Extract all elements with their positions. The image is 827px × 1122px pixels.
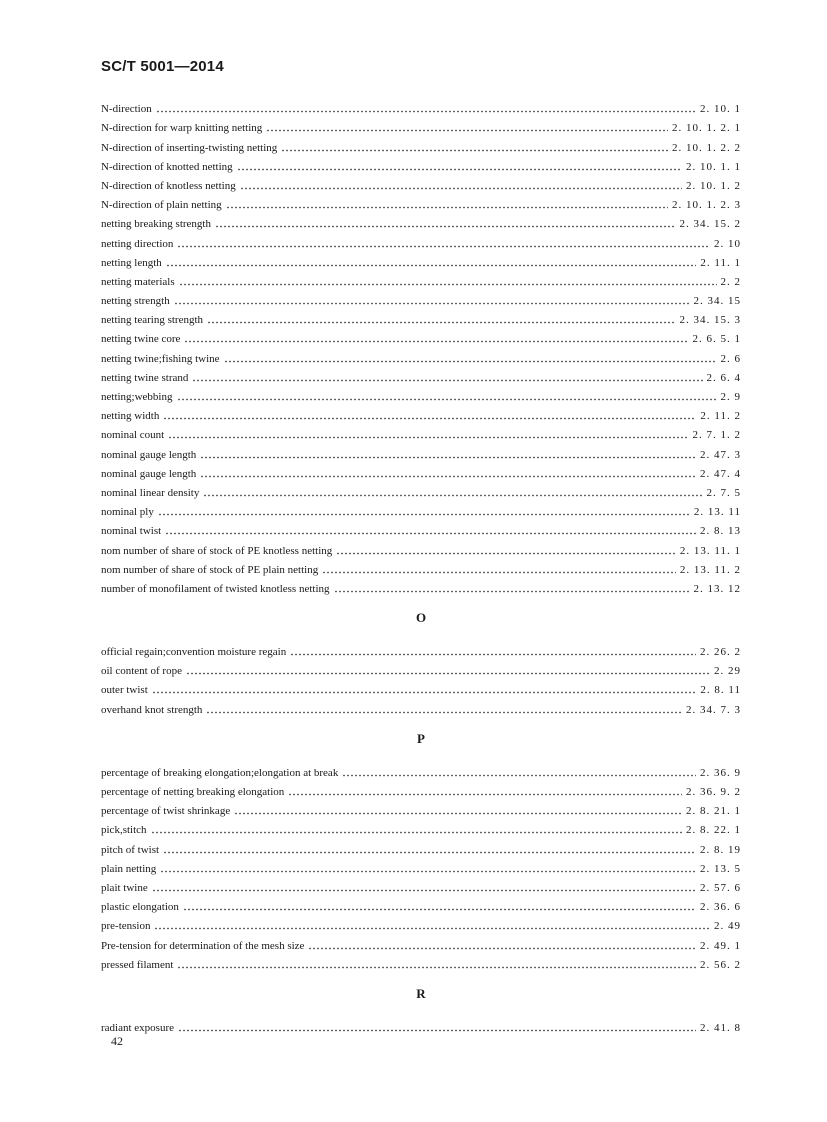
- index-term: N-direction of plain netting: [101, 199, 222, 212]
- index-reference: 2. 49. 1: [700, 939, 741, 952]
- index-reference: 2. 10. 1: [700, 103, 741, 116]
- dot-leader: [288, 793, 682, 796]
- index-term: overhand knot strength: [101, 703, 203, 716]
- index-term: oil content of rope: [101, 665, 182, 678]
- index-entry: [101, 231, 741, 250]
- index-reference: 2. 36. 9. 2: [686, 786, 741, 798]
- index-entry: [101, 857, 741, 876]
- index-reference: 2. 56. 2: [700, 958, 741, 971]
- dot-leader: [234, 812, 682, 815]
- dot-leader: [203, 494, 702, 497]
- dot-leader: [156, 110, 696, 113]
- index-reference: 2. 8. 13: [700, 525, 741, 538]
- dot-leader: [207, 321, 675, 324]
- index-entry: [101, 251, 741, 270]
- dot-leader: [165, 532, 696, 535]
- index-reference: 2. 10. 1. 1: [686, 160, 741, 173]
- index-entry: [101, 327, 741, 346]
- index-reference: 2. 13. 11: [693, 506, 741, 519]
- index-entry: [101, 799, 741, 818]
- index-term: official regain;convention moisture regain: [101, 646, 287, 659]
- dot-leader: [177, 966, 696, 969]
- index-entry: [101, 577, 741, 596]
- index-term: pick,stitch: [101, 824, 147, 837]
- index-entry: [101, 500, 741, 519]
- index-term: nominal ply: [101, 506, 154, 519]
- index-entry: [101, 97, 741, 116]
- index-reference: 2. 41. 8: [700, 1021, 741, 1034]
- index-entry: [101, 308, 741, 327]
- index-reference: 2. 36. 9: [700, 766, 741, 779]
- index-entry: [101, 818, 741, 837]
- index-term: N-direction of knotless netting: [101, 179, 236, 192]
- index-reference: 2. 36. 6: [700, 901, 741, 914]
- index-reference: 2. 7. 1. 2: [692, 429, 741, 442]
- index-term: plait twine: [101, 881, 148, 894]
- index-reference: 2. 47. 3: [700, 448, 741, 461]
- dot-leader: [336, 552, 676, 555]
- index-reference: 2. 13. 11. 2: [679, 563, 741, 576]
- dot-leader: [200, 456, 696, 459]
- index-reference: 2. 47. 4: [700, 467, 741, 480]
- index-term: N-direction for warp knitting netting: [101, 122, 263, 135]
- index-term: percentage of breaking elongation;elongation at break: [101, 766, 339, 779]
- dot-leader: [281, 149, 668, 152]
- index-reference: 2. 11. 1: [700, 256, 741, 269]
- dot-leader: [158, 513, 690, 516]
- index-entry: [101, 1016, 741, 1035]
- index-reference: 2. 8. 21. 1: [686, 805, 741, 818]
- index-term: N-direction of knotted netting: [101, 160, 233, 173]
- index-entry: [101, 837, 741, 856]
- dot-leader: [322, 571, 676, 574]
- index-entry: [101, 558, 741, 577]
- index-reference: 2. 6. 4: [706, 371, 741, 384]
- index-entry: [101, 270, 741, 289]
- index-reference: 2. 10. 1. 2: [686, 179, 741, 192]
- index-entry: [101, 761, 741, 780]
- index-reference: 2. 34. 15: [693, 295, 741, 308]
- dot-leader: [266, 129, 668, 132]
- index-entry: [101, 404, 741, 423]
- index-term: plastic elongation: [101, 901, 179, 914]
- index-term: nominal gauge length: [101, 448, 197, 461]
- dot-leader: [160, 870, 696, 873]
- index-entry: [101, 538, 741, 557]
- index-term: N-direction of inserting-twisting netting: [101, 141, 278, 154]
- index-reference: 2. 34. 7. 3: [686, 703, 741, 716]
- dot-leader: [184, 340, 688, 343]
- index-term: nom number of share of stock of PE knotless netting: [101, 544, 333, 557]
- index-entry: [101, 876, 741, 895]
- dot-leader: [166, 264, 697, 267]
- index-reference: 2. 13. 12: [693, 582, 741, 595]
- index-entry: [101, 481, 741, 500]
- section-letter-heading: P: [417, 731, 425, 747]
- index-term: netting twine core: [101, 333, 181, 346]
- index-entry: [101, 155, 741, 174]
- term-index: [101, 97, 741, 1035]
- dot-leader: [215, 225, 676, 228]
- dot-leader: [168, 436, 688, 439]
- index-term: nom number of share of stock of PE plain netting: [101, 563, 319, 576]
- dot-leader: [224, 360, 717, 363]
- index-reference: 2. 34. 15. 3: [679, 314, 741, 327]
- index-entry: [101, 116, 741, 135]
- dot-leader: [179, 283, 717, 286]
- index-term: netting breaking strength: [101, 218, 211, 231]
- index-entry: [101, 659, 741, 678]
- index-entry: [101, 193, 741, 212]
- dot-leader: [151, 831, 682, 834]
- index-term: pressed filament: [101, 958, 174, 971]
- index-term: plain netting: [101, 862, 157, 875]
- index-term: netting;webbing: [101, 391, 173, 403]
- dot-leader: [178, 1029, 696, 1032]
- index-term: netting twine;fishing twine: [101, 352, 220, 365]
- index-term: nominal twist: [101, 525, 162, 538]
- index-reference: 2. 6: [720, 352, 741, 365]
- index-reference: 2. 8. 22. 1: [686, 824, 741, 837]
- index-entry: [101, 423, 741, 442]
- index-reference: 2. 26. 2: [700, 646, 741, 659]
- dot-leader: [240, 187, 682, 190]
- dot-leader: [174, 302, 690, 305]
- index-reference: 2. 9: [720, 391, 741, 403]
- index-term: nominal gauge length: [101, 467, 197, 480]
- index-reference: 2. 13. 11. 1: [679, 544, 741, 557]
- index-term: N-direction: [101, 103, 152, 116]
- index-reference: 2. 10. 1. 2. 3: [672, 199, 741, 212]
- index-entry: [101, 442, 741, 461]
- index-reference: 2. 8. 19: [700, 843, 741, 856]
- index-reference: 2. 2: [720, 275, 741, 288]
- index-entry: [101, 895, 741, 914]
- index-reference: 2. 10. 1. 2. 2: [672, 141, 741, 154]
- index-entry: [101, 174, 741, 193]
- dot-leader: [163, 417, 696, 420]
- index-entry: [101, 289, 741, 308]
- dot-leader: [152, 889, 696, 892]
- index-reference: 2. 11. 2: [700, 410, 741, 423]
- index-term: outer twist: [101, 684, 148, 697]
- index-reference: 2. 6. 5. 1: [692, 333, 741, 346]
- section-letter-heading: O: [415, 610, 427, 626]
- index-entry: [101, 519, 741, 538]
- index-term: netting twine strand: [101, 371, 189, 384]
- index-entry: [101, 697, 741, 716]
- index-reference: 2. 10. 1. 2. 1: [672, 122, 741, 135]
- dot-leader: [177, 245, 710, 248]
- dot-leader: [192, 379, 702, 382]
- dot-leader: [342, 774, 696, 777]
- index-reference: 2. 13. 5: [700, 862, 741, 875]
- index-term: netting width: [101, 410, 160, 423]
- dot-leader: [308, 947, 696, 950]
- index-term: netting tearing strength: [101, 314, 204, 327]
- index-entry: [101, 953, 741, 972]
- index-entry: [101, 780, 741, 799]
- dot-leader: [152, 691, 697, 694]
- index-entry: [101, 385, 741, 404]
- dot-leader: [186, 672, 710, 675]
- index-term: radiant exposure: [101, 1021, 174, 1034]
- index-entry: [101, 135, 741, 154]
- index-entry: [101, 212, 741, 231]
- index-term: number of monofilament of twisted knotless netting: [101, 582, 330, 595]
- index-term: percentage of netting breaking elongation: [101, 786, 285, 798]
- index-reference: 2. 8. 11: [700, 684, 741, 697]
- standard-code-header: SC/T 5001—2014: [101, 58, 224, 75]
- dot-leader: [206, 711, 682, 714]
- index-term: nominal count: [101, 429, 165, 442]
- index-entry: [101, 346, 741, 365]
- dot-leader: [177, 398, 717, 401]
- index-term: netting materials: [101, 275, 175, 288]
- dot-leader: [183, 908, 696, 911]
- dot-leader: [200, 475, 696, 478]
- index-term: percentage of twist shrinkage: [101, 805, 231, 818]
- index-entry: [101, 678, 741, 697]
- dot-leader: [237, 168, 682, 171]
- index-reference: 2. 10: [714, 237, 741, 250]
- index-term: netting direction: [101, 237, 174, 250]
- index-term: netting strength: [101, 295, 170, 308]
- index-reference: 2. 7. 5: [706, 486, 741, 499]
- index-term: pitch of twist: [101, 843, 160, 856]
- index-term: nominal linear density: [101, 486, 200, 499]
- index-entry: [101, 933, 741, 952]
- index-entry: [101, 462, 741, 481]
- index-reference: 2. 49: [714, 920, 741, 933]
- dot-leader: [334, 590, 690, 593]
- index-entry: [101, 366, 741, 385]
- index-term: Pre-tension for determination of the mesh size: [101, 939, 305, 952]
- page-number: 42: [111, 1034, 123, 1048]
- index-term: pre-tension: [101, 920, 151, 933]
- index-term: netting length: [101, 256, 162, 269]
- index-reference: 2. 29: [714, 665, 741, 678]
- section-letter-heading: R: [416, 986, 426, 1002]
- index-entry: [101, 914, 741, 933]
- dot-leader: [226, 206, 668, 209]
- dot-leader: [154, 927, 710, 930]
- dot-leader: [290, 653, 696, 656]
- dot-leader: [163, 851, 696, 854]
- index-reference: 2. 34. 15. 2: [679, 218, 741, 231]
- index-reference: 2. 57. 6: [700, 881, 741, 894]
- index-entry: [101, 640, 741, 659]
